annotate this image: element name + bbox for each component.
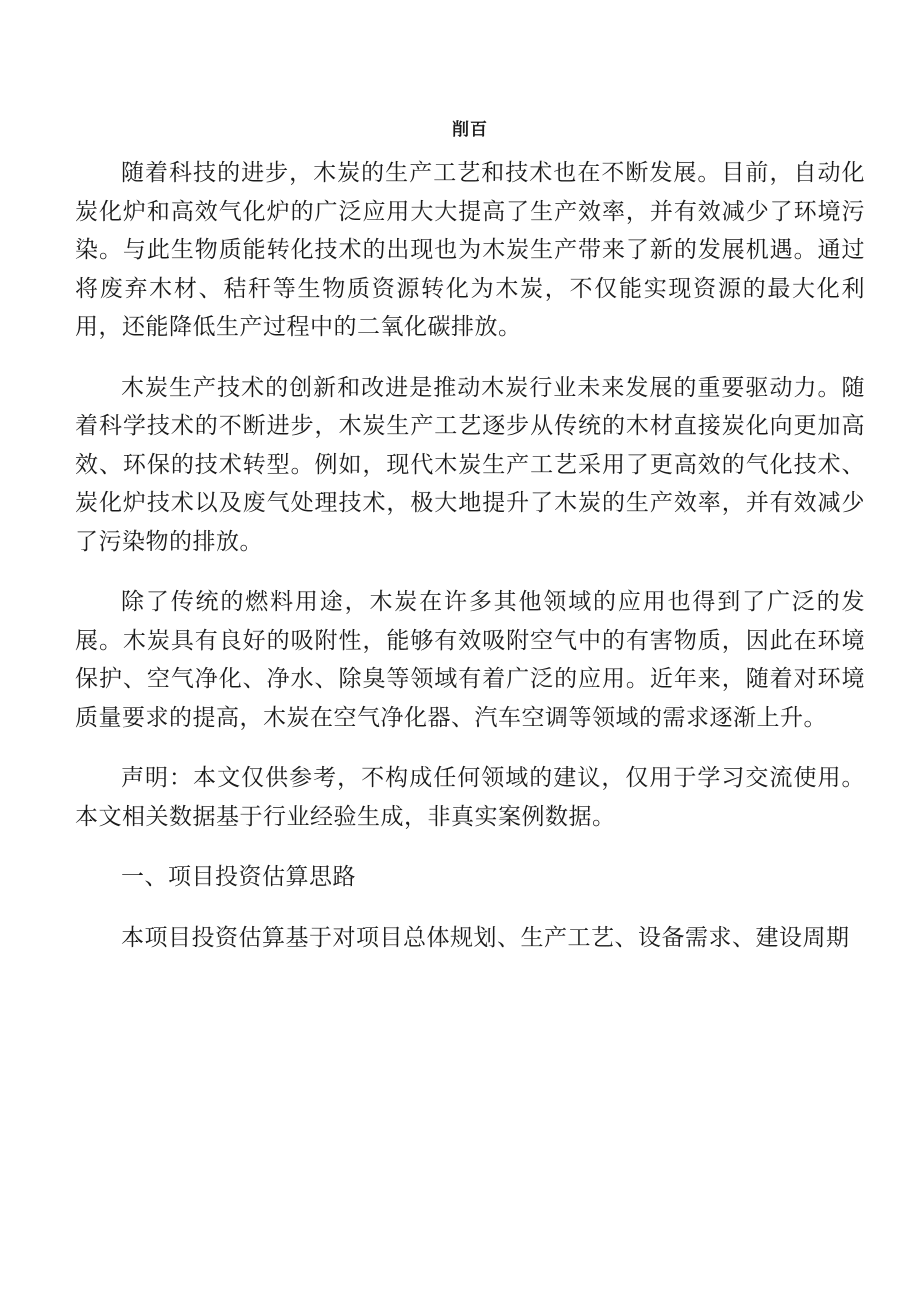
paragraph-technology-progress: 随着科技的进步，木炭的生产工艺和技术也在不断发展。目前，自动化炭化炉和高效气化炉的广泛应用大大提高了生产效率，并有效减少了环境污染。与此生物质能转化技术的出现也为木炭生产带来了新的发展机遇。通过将废弃木材、秸秆等生物质资源转化为木炭，不仅能实现资源的最大化利用，还能降低生产过程中的二氧化碳排放。 [75,160,865,340]
paragraph-innovation: 木炭生产技术的创新和改进是推动木炭行业未来发展的重要驱动力。随着科学技术的不断进步，木炭生产工艺逐步从传统的木材直接炭化向更加高效、环保的技术转型。例如，现代木炭生产工艺采用了更高效的气化技术、炭化炉技术以及废气处理技术，极大地提升了木炭的生产效率，并有效减少了污染物的排放。 [75,374,865,555]
document-page [75,110,865,957]
paragraph-applications: 除了传统的燃料用途，木炭在许多其他领域的应用也得到了广泛的发展。木炭具有良好的吸附性，能够有效吸附空气中的有害物质，因此在环境保护、空气净化、净水、除臭等领域有着广泛的应用。近年来，随着对环境质量要求的提高，木炭在空气净化器、汽车空调等领域的需求逐渐上升。 [75,589,865,731]
section-heading: 一、项目投资估算思路 [121,864,356,890]
document-title: 削百 [452,120,488,140]
paragraph-disclaimer: 声明：本文仅供参考，不构成任何领域的建议，仅用于学习交流使用。本文相关数据基于行业经验生成，非真实案例数据。 [75,765,865,830]
section-paragraph: 本项目投资估算基于对项目总体规划、生产工艺、设备需求、建设周期 [121,924,850,951]
